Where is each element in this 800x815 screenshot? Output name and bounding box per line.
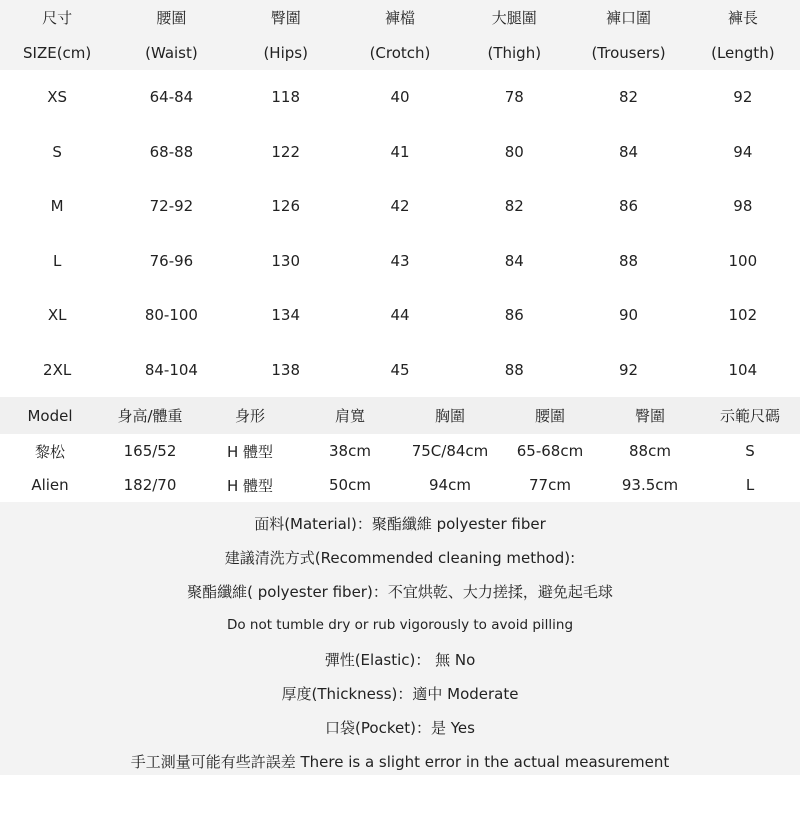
model-header-row: [0, 397, 800, 434]
model-table-header: [0, 397, 800, 434]
size-cell: 82: [504, 197, 524, 216]
model-header-cell: 胸圍: [434, 407, 465, 425]
size-cell: 84-104: [144, 360, 198, 379]
size-cell: 2XL: [43, 360, 72, 379]
size-cell: 64-84: [149, 88, 194, 107]
size-cell: 122: [271, 142, 301, 161]
model-cell: 65-68cm: [516, 442, 584, 460]
size-header-en-row: [0, 35, 800, 70]
model-row: [0, 434, 800, 468]
model-cell: 165/52: [123, 442, 177, 460]
size-cell: 88: [619, 251, 639, 270]
size-cell: 100: [728, 251, 758, 270]
size-cell: 76-96: [149, 251, 194, 270]
product-notes: [0, 502, 800, 775]
model-cell: 75C/84cm: [411, 442, 489, 460]
model-header-cell: 身高/體重: [117, 407, 183, 425]
size-cell: 84: [619, 142, 639, 161]
size-cell: 86: [619, 197, 639, 216]
size-header-en-cell: (Hips): [263, 43, 308, 62]
size-cell: 44: [390, 306, 410, 325]
model-header-cell: 肩寬: [334, 407, 365, 425]
size-cell: 130: [271, 251, 301, 270]
size-cell: XS: [47, 88, 68, 107]
size-row: [0, 234, 800, 289]
model-table-body: [0, 434, 800, 502]
size-header-en-cell: (Waist): [145, 43, 198, 62]
size-cell: 42: [390, 197, 410, 216]
size-cell: 94: [733, 142, 753, 161]
size-cell: 80-100: [144, 306, 198, 325]
model-cell: 182/70: [123, 476, 177, 494]
model-cell: S: [745, 442, 755, 460]
model-header-cell: 臀圍: [634, 407, 665, 425]
size-cell: 86: [504, 306, 524, 325]
model-header-cell: Model: [27, 406, 73, 425]
size-header-en-cell: (Thigh): [487, 43, 542, 62]
size-cell: 92: [619, 360, 639, 379]
model-cell: 94cm: [429, 476, 471, 494]
measurement-error-note: 手工測量可能有些許誤差 There is a slight error in the actual measurement: [130, 752, 670, 771]
model-cell: H 體型: [226, 476, 274, 495]
size-cell: M: [50, 197, 64, 216]
size-cell: 104: [728, 360, 758, 379]
size-cell: L: [52, 251, 62, 270]
size-header-zh-cell: 褲檔: [384, 9, 415, 27]
size-row: [0, 125, 800, 180]
size-header-en-cell: SIZE(cm): [23, 43, 92, 62]
size-table-header: [0, 0, 800, 70]
size-cell: 40: [390, 88, 410, 107]
size-row: [0, 288, 800, 343]
model-cell: 黎松: [34, 442, 65, 461]
size-cell: 84: [504, 251, 524, 270]
model-cell: 93.5cm: [621, 476, 679, 494]
model-row: [0, 468, 800, 502]
model-header-cell: 身形: [234, 407, 265, 425]
size-row: [0, 343, 800, 398]
material-note: 面料(Material)：聚酯纖維 polyester fiber: [254, 514, 546, 533]
size-cell: 43: [390, 251, 410, 270]
size-header-zh-cell: 臀圍: [270, 9, 301, 27]
size-header-en-cell: (Length): [711, 43, 775, 62]
size-cell: 98: [733, 197, 753, 216]
size-cell: 82: [619, 88, 639, 107]
model-cell: 77cm: [529, 476, 571, 494]
size-cell: 80: [504, 142, 524, 161]
size-cell: 134: [271, 306, 301, 325]
size-cell: 102: [728, 306, 758, 325]
size-cell: 92: [733, 88, 753, 107]
size-cell: 88: [504, 360, 524, 379]
size-cell: 126: [271, 197, 301, 216]
size-cell: 138: [271, 360, 301, 379]
size-cell: 118: [271, 88, 301, 107]
size-cell: 78: [504, 88, 524, 107]
model-header-cell: 腰圍: [534, 407, 565, 425]
pocket-note: 口袋(Pocket)：是 Yes: [325, 718, 475, 737]
size-cell: 72-92: [149, 197, 194, 216]
size-header-zh-cell: 腰圍: [156, 9, 187, 27]
size-header-zh-cell: 尺寸: [42, 9, 73, 27]
size-header-zh-cell: 褲長: [727, 9, 758, 27]
size-cell: 45: [390, 360, 410, 379]
model-cell: 88cm: [629, 442, 671, 460]
elastic-note: 彈性(Elastic)： 無 No: [324, 650, 476, 669]
size-header-zh-cell: 大腿圍: [491, 9, 537, 27]
cleaning-note-zh: 聚酯纖維( polyester fiber)：不宜烘乾、大力搓揉，避免起毛球: [187, 582, 613, 601]
size-cell: 90: [619, 306, 639, 325]
thickness-note: 厚度(Thickness)：適中 Moderate: [281, 684, 519, 703]
size-header-en-cell: (Trousers): [591, 43, 666, 62]
model-cell: 50cm: [329, 476, 371, 494]
size-cell: 68-88: [149, 142, 194, 161]
size-cell: S: [52, 142, 62, 161]
cleaning-method-heading: 建議清洗方式(Recommended cleaning method):: [224, 548, 576, 567]
size-header-zh-row: [0, 0, 800, 35]
size-table-body: [0, 70, 800, 397]
size-row: [0, 179, 800, 234]
model-header-cell: 示範尺碼: [719, 407, 780, 425]
model-cell: L: [745, 476, 755, 494]
size-cell: XL: [47, 306, 67, 325]
size-header-zh-cell: 褲口圍: [606, 9, 652, 27]
size-row: [0, 70, 800, 125]
model-cell: Alien: [31, 476, 69, 494]
size-cell: 41: [390, 142, 410, 161]
cleaning-note-en: Do not tumble dry or rub vigorously to avoid pilling: [226, 617, 574, 633]
size-header-en-cell: (Crotch): [369, 43, 431, 62]
model-cell: H 體型: [226, 442, 274, 461]
model-cell: 38cm: [329, 442, 371, 460]
